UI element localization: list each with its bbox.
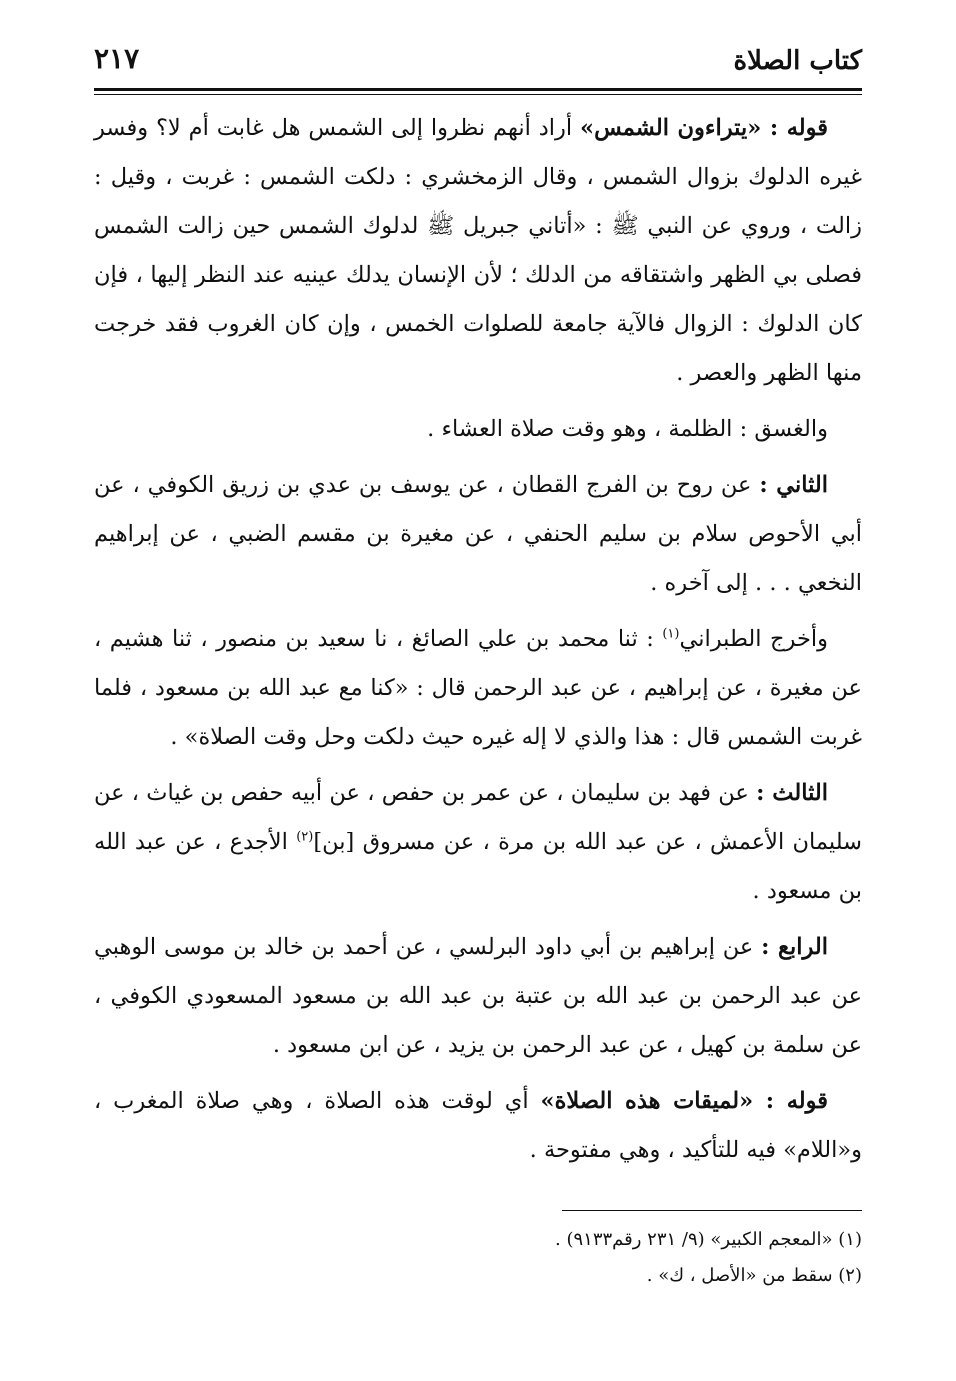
running-title: كتاب الصلاة — [733, 46, 862, 76]
footnote-1: (١) «المعجم الكبير» (٩/ ٢٣١ رقم٩١٣٣) . — [555, 1229, 862, 1250]
paragraph-4 — [94, 615, 862, 762]
paragraph-lead: قوله : «يتراءون الشمس» — [580, 115, 828, 141]
paragraph-text: وأخرج الطبراني — [679, 626, 828, 652]
paragraph-2 — [94, 405, 862, 454]
paragraph-lead: الرابع : — [761, 934, 828, 960]
footnote-marker: (٢) — [296, 829, 314, 845]
header-rule-thick — [94, 88, 862, 91]
paragraph-text-after: : ثنا محمد بن علي الصائغ ، نا سعيد بن منصور ، ثنا هشيم ، عن مغيرة ، عن إبراهيم ، عن عبد الرحمن قال : «كنا مع عبد الله بن مسعود ، فلما غربت الشمس قال : هذا والذي لا إله غيره حيث دلكت وحل وقت الصلاة» . — [94, 626, 862, 750]
body-text — [94, 104, 862, 1182]
paragraph-6 — [94, 923, 862, 1070]
paragraph-text: عن روح بن الفرج القطان ، عن يوسف بن عدي بن زريق الكوفي ، عن أبي الأحوص سلام بن سليم الحنفي ، عن مغيرة بن مقسم الضبي ، عن إبراهيم النخعي . . . إلى آخره . — [94, 472, 862, 596]
paragraph-text: عن إبراهيم بن أبي داود البرلسي ، عن أحمد بن خالد بن موسى الوهبي عن عبد الرحمن بن عبد الله بن عتبة بن عبد الله بن مسعود المسعودي الكوفي ، عن سلمة بن كهيل ، عن عبد الرحمن بن يزيد ، عن ابن مسعود . — [94, 934, 862, 1058]
paragraph-7 — [94, 1077, 862, 1175]
paragraph-lead: الثاني : — [759, 472, 828, 498]
paragraph-5 — [94, 769, 862, 916]
page-number: ٢١٧ — [94, 42, 140, 75]
paragraph-text: أراد أنهم نظروا إلى الشمس هل غابت أم لا؟ وفسر غيره الدلوك بزوال الشمس ، وقال الزمخشري : دلكت الشمس : غربت ، وقيل : زالت ، وروي عن النبي ﷺ : «أتاني جبريل ﷺ لدلوك الشمس حين زالت الشمس فصلى بي الظهر واشتقاقه من الدلك ؛ لأن الإنسان يدلك عينيه عند النظر إليها ، فإن كان الدلوك : الزوال فالآية جامعة للصلوات الخمس ، وإن كان الغروب فقد خرجت منها الظهر والعصر . — [94, 115, 862, 386]
paragraph-text-after: الأجدع ، عن عبد الله بن مسعود . — [94, 829, 862, 904]
header-rule-thin — [94, 94, 862, 95]
footnote-2: (٢) سقط من «الأصل ، ك» . — [646, 1265, 862, 1286]
paragraph-text: والغسق : الظلمة ، وهو وقت صلاة العشاء . — [427, 416, 828, 442]
footnotes — [94, 1222, 862, 1294]
paragraph-1 — [94, 104, 862, 398]
paragraph-text: عن فهد بن سليمان ، عن عمر بن حفص ، عن أبيه حفص بن غياث ، عن سليمان الأعمش ، عن عبد الله بن مرة ، عن مسروق [بن] — [94, 780, 863, 855]
footnote-rule — [562, 1210, 862, 1211]
footnote-marker: (١) — [662, 626, 680, 642]
page-header — [94, 38, 862, 86]
paragraph-text: أي لوقت هذه الصلاة ، وهي صلاة المغرب ، و«اللام» فيه للتأكيد ، وهي مفتوحة . — [94, 1088, 862, 1163]
paragraph-3 — [94, 461, 862, 608]
paragraph-lead: قوله : «لميقات هذه الصلاة» — [540, 1088, 828, 1114]
paragraph-lead: الثالث : — [756, 780, 828, 806]
